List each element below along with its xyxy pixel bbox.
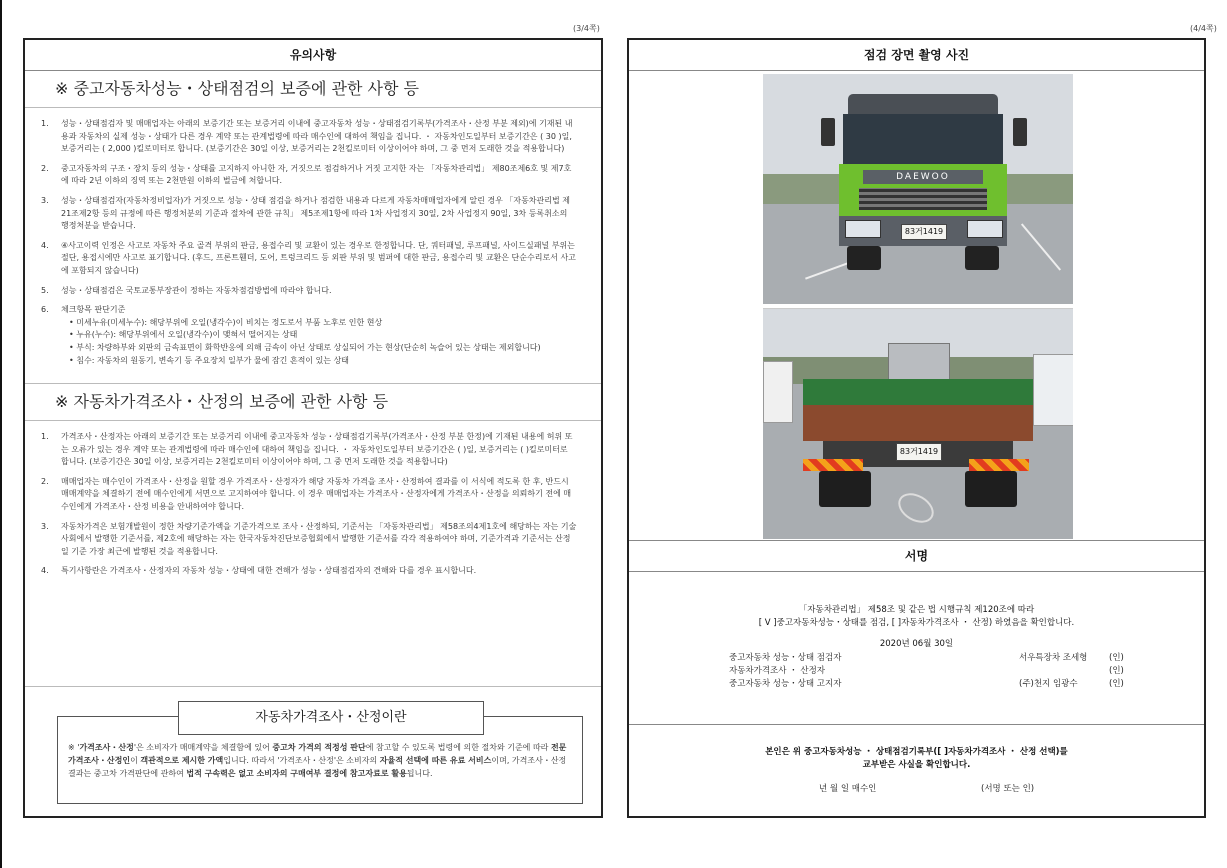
item-number: 1. — [41, 119, 49, 128]
windshield — [843, 114, 1003, 164]
signature-header: 서명 — [629, 541, 1204, 572]
front-truck-photo — [763, 74, 1073, 304]
grille — [859, 188, 987, 210]
brand-badge: DAEWOO — [863, 170, 983, 184]
reflector-left — [803, 459, 863, 471]
page-edge — [0, 0, 2, 868]
criteria-bullets — [61, 317, 577, 367]
box-text: 이 — [130, 756, 141, 765]
item-number: 4. — [41, 566, 49, 576]
buyer-line: 년 월 일 매수인 — [819, 784, 877, 794]
signature-statement — [629, 604, 1204, 651]
list-item — [39, 163, 577, 188]
box-text: 이며, 가격조사・산정 결과는 중고차 가격판단에 관하여 — [68, 756, 567, 778]
signer-role: 중고자동차 성능・상태 고지자 — [729, 679, 842, 689]
signature-date: 2020년 06월 30일 — [879, 639, 954, 649]
list-item — [39, 285, 577, 298]
item-text: 성능・상태점검자(자동차정비업자)가 거짓으로 성능・상태 점검을 하거나 점검한 내용과 다르게 자동차매매업자에게 알린 경우 「자동차관리법 제21조제2항 등의 규정에 따른 행정처분의 기준과 절차에 관한 규칙」 제5조제1항에 따라 1차 사업정지 30일, 2차 사업정지 90일, 3차 등록취소의 행정처분을 받습니다. — [61, 195, 570, 231]
item-number: 3. — [41, 195, 49, 205]
box-text: '은 소비자가 매매계약을 체결함에 있어 — [133, 743, 273, 752]
signer-table — [729, 652, 1129, 691]
box-bold: 가격조사・산정 — [79, 743, 134, 752]
item-number: 3. — [41, 521, 49, 531]
item-text: ④사고이력 인정은 사고로 자동차 주요 골격 부위의 판금, 용접수리 및 교환이 있는 경우로 한정합니다. 단, 쿼터패널, 루프패널, 사이드실패널 부위는 절단, 용접시에만 사고로 표기합니다. (후드, 프론트휀더, 도어, 트렁크리드 등 외판 부위 및 범퍼에 대한 판금, 용접수리 및 교환은 단순수리로서 사고에 포함되지 않습니다) — [61, 240, 576, 275]
page-number-right: (4/4쪽) — [1190, 24, 1217, 33]
item-number: 6. — [41, 305, 49, 315]
box-bold: 중고차 가격의 적정성 판단 — [272, 743, 366, 752]
rear-bed-panel — [803, 405, 1033, 441]
bullet-item: • 부식: 차량하부와 외판의 금속표면이 화학반응에 의해 금속이 아닌 상태로 상실되어 가는 현상(단순히 녹슬어 있는 상태는 제외합니다) — [69, 342, 541, 352]
statement-line: 「자동차관리법」 제58조 및 같은 법 시행규칙 제120조에 따라 — [798, 605, 1035, 615]
list-item — [39, 476, 577, 514]
tire-right — [965, 471, 1017, 507]
signer-name — [1019, 665, 1109, 678]
item-number: 2. — [41, 476, 49, 486]
signer-name: 서우특장차 조세형 — [1019, 653, 1088, 663]
notice-header: 유의사항 — [25, 40, 601, 71]
reflector-right — [969, 459, 1029, 471]
item-text: 중고자동차의 구조・장치 등의 성능・상태를 고지하지 아니한 자, 거짓으로 점검하거나 거짓 고지한 자는 「자동차관리법」 제80조제6호 및 제7호에 따라 2년 이하의 징역 또는 2천만원 이하의 벌금에 처합니다. — [61, 163, 572, 186]
signer-role: 자동차가격조사 ・ 산정자 — [729, 666, 826, 676]
photos-header: 점검 장면 촬영 사진 — [629, 40, 1204, 71]
mirror-left — [821, 118, 835, 146]
headlight-left — [845, 220, 881, 238]
item-number: 5. — [41, 285, 49, 295]
list-item — [39, 565, 577, 578]
confirm-line: 본인은 위 중고자동차성능 ・ 상태점검기록부([ ]자동차가격조사 ・ 산정 선택)를 — [765, 747, 1068, 757]
photos-panel — [627, 38, 1206, 818]
item-text: 자동차가격은 보험개발원이 정한 차량기준가액을 기준가격으로 조사・산정하되, 기준서는 「자동차관리법」 제58조의4제1호에 해당하는 자는 기술사회에서 발행한 기준서를, 제2호에 해당하는 자는 한국자동차진단보증협회에서 발행한 기준서를 각각 적용하여야 하며, 기준가격과 기준서는 산정일 기준 가장 최근에 발행된 것을 적용합니다. — [61, 521, 577, 556]
item-text: 매매업자는 매수인이 가격조사・산정을 원할 경우 가격조사・산정자가 해당 자동차 가격을 조사・산정하여 결과를 이 서식에 적도록 한 후, 반드시 매매계약을 체결하기 전에 매수인에게 서면으로 고지하여야 합니다. 이 경우 매매업자는 가격조사・산정자에게 가격조사・산정을 의뢰하기 전에 매수인에게 가격조사・산정 비용을 안내하여야 합니다. — [61, 476, 572, 512]
item-number: 4. — [41, 240, 49, 250]
signer-seal: (인) — [1109, 666, 1124, 676]
item-text: 성능・상태점검은 국토교통부장관이 정하는 자동차점검방법에 따라야 합니다. — [61, 285, 332, 295]
mirror-right — [1013, 118, 1027, 146]
box-lead: ※ ' — [68, 743, 80, 752]
list-item — [39, 304, 577, 367]
notice-panel — [23, 38, 603, 818]
confirm-line: 교부받은 사실을 확인합니다. — [862, 760, 971, 770]
section1-title: ※ 중고자동차성능・상태점검의 보증에 관한 사항 등 — [25, 71, 601, 108]
box-bold: 객관적으로 제시한 가액 — [140, 756, 224, 765]
item-number: 1. — [41, 432, 49, 442]
cab-roof — [848, 94, 998, 114]
section2-list — [25, 421, 601, 578]
definition-text — [68, 741, 572, 780]
tire-left — [847, 246, 881, 270]
definition-box-title: 자동차가격조사・산정이란 — [178, 701, 484, 735]
section1-list — [25, 108, 601, 367]
buyer-sign: (서명 또는 인) — [981, 784, 1035, 794]
box-bold: 전문 가격조사・산정인 — [68, 743, 567, 765]
box-text: 에 참고할 수 있도록 법령에 의한 절차와 기준에 따라 — [365, 743, 551, 752]
page-number-left: (3/4쪽) — [573, 24, 600, 33]
tire-left — [819, 471, 871, 507]
list-item — [39, 521, 577, 559]
list-item — [39, 118, 577, 156]
item-text: 성능・상태점검자 및 매매업자는 아래의 보증기간 또는 보증거리 이내에 중고자동차 성능・상태점검기록부(가격조사・산정 부분 제외)에 기재된 내용과 자동차의 실제 성능・상태가 다른 경우 계약 또는 관계법령에 따라 매수인에 대하여 책임을 집니다. ・ 자동차인도일부터 보증기간은 ( 30 )일, 보증거리는 ( 2,000 )킬로미터로 합니다. (보증기간은 30일 이상, 보증거리는 2천킬로미터 이상이어야 하며, 그 중 먼저 도래한 것을 적용합니다) — [61, 119, 573, 154]
bullet-item: • 미세누유(미세누수): 해당부위에 오일(냉각수)이 비치는 정도로서 부품 노후로 인한 현상 — [69, 317, 383, 327]
signer-seal: (인) — [1109, 653, 1124, 663]
list-item — [39, 431, 577, 469]
buyer-confirmation — [629, 746, 1204, 772]
signer-role: 중고자동차 성능・상태 점검자 — [729, 653, 842, 663]
license-plate: 83거1419 — [901, 224, 947, 240]
list-item — [39, 240, 577, 278]
signer-row — [729, 678, 1129, 691]
signer-seal: (인) — [1109, 679, 1124, 689]
box-bold: 자율적 선택에 따른 유료 서비스 — [379, 756, 492, 765]
box-text: 됩니다. — [406, 769, 433, 778]
item-text: 체크항목 판단기준 — [61, 305, 126, 315]
box-bold: 법적 구속력은 없고 소비자의 구매여부 결정에 참고자료로 활용 — [186, 769, 407, 778]
bullet-item: • 침수: 자동차의 원동기, 변속기 등 주요장치 일부가 물에 잠긴 흔적이 있는 상태 — [69, 355, 350, 365]
item-text: 특기사항란은 가격조사・산정자의 자동차 성능・상태에 대한 견해가 성능・상태점검자의 견해와 다를 경우 표시합니다. — [61, 566, 477, 576]
definition-box — [57, 710, 583, 804]
statement-line: [ V ]중고자동차성능・상태를 점검, [ ]자동차가격조사 ・ 산정) 하였음을 확인합니다. — [758, 618, 1075, 628]
tire-right — [965, 246, 999, 270]
list-item — [39, 195, 577, 233]
bullet-item: • 누유(누수): 해당부위에서 오일(냉각수)이 맺혀서 떨어지는 상태 — [69, 330, 298, 340]
signer-row — [729, 652, 1129, 665]
rear-bed-top — [803, 379, 1033, 405]
divider — [25, 686, 601, 687]
headlight-right — [967, 220, 1003, 238]
rear-truck-photo — [763, 308, 1073, 539]
signer-name: (주)천지 임광수 — [1019, 679, 1078, 689]
item-text: 가격조사・산정자는 아래의 보증기간 또는 보증거리 이내에 중고자동차 성능・상태점검기록부(가격조사・산정 부분 한정)에 기재된 내용에 허위 또는 오류가 있는 경우 계약 또는 관계법령에 따라 매수인에 대하여 책임을 집니다. ・ 자동차인도일부터 보증기간은 ( )일, 보증거리는 ( )킬로미터로 합니다. (보증기간은 30일 이상, 보증거리는 2천킬로미터 이상이어야 하며, 그 중 먼저 도래한 것을 적용합니다) — [61, 432, 573, 467]
section2-title: ※ 자동차가격조사・산정의 보증에 관한 사항 등 — [25, 383, 601, 421]
signer-row — [729, 665, 1129, 678]
parked-truck-left — [763, 361, 793, 423]
item-number: 2. — [41, 163, 49, 173]
parked-truck-right — [1033, 354, 1073, 426]
box-text: 입니다. 따라서 '가격조사・산정'은 소비자의 — [223, 756, 380, 765]
divider — [629, 724, 1204, 725]
license-plate: 83거1419 — [896, 443, 942, 461]
